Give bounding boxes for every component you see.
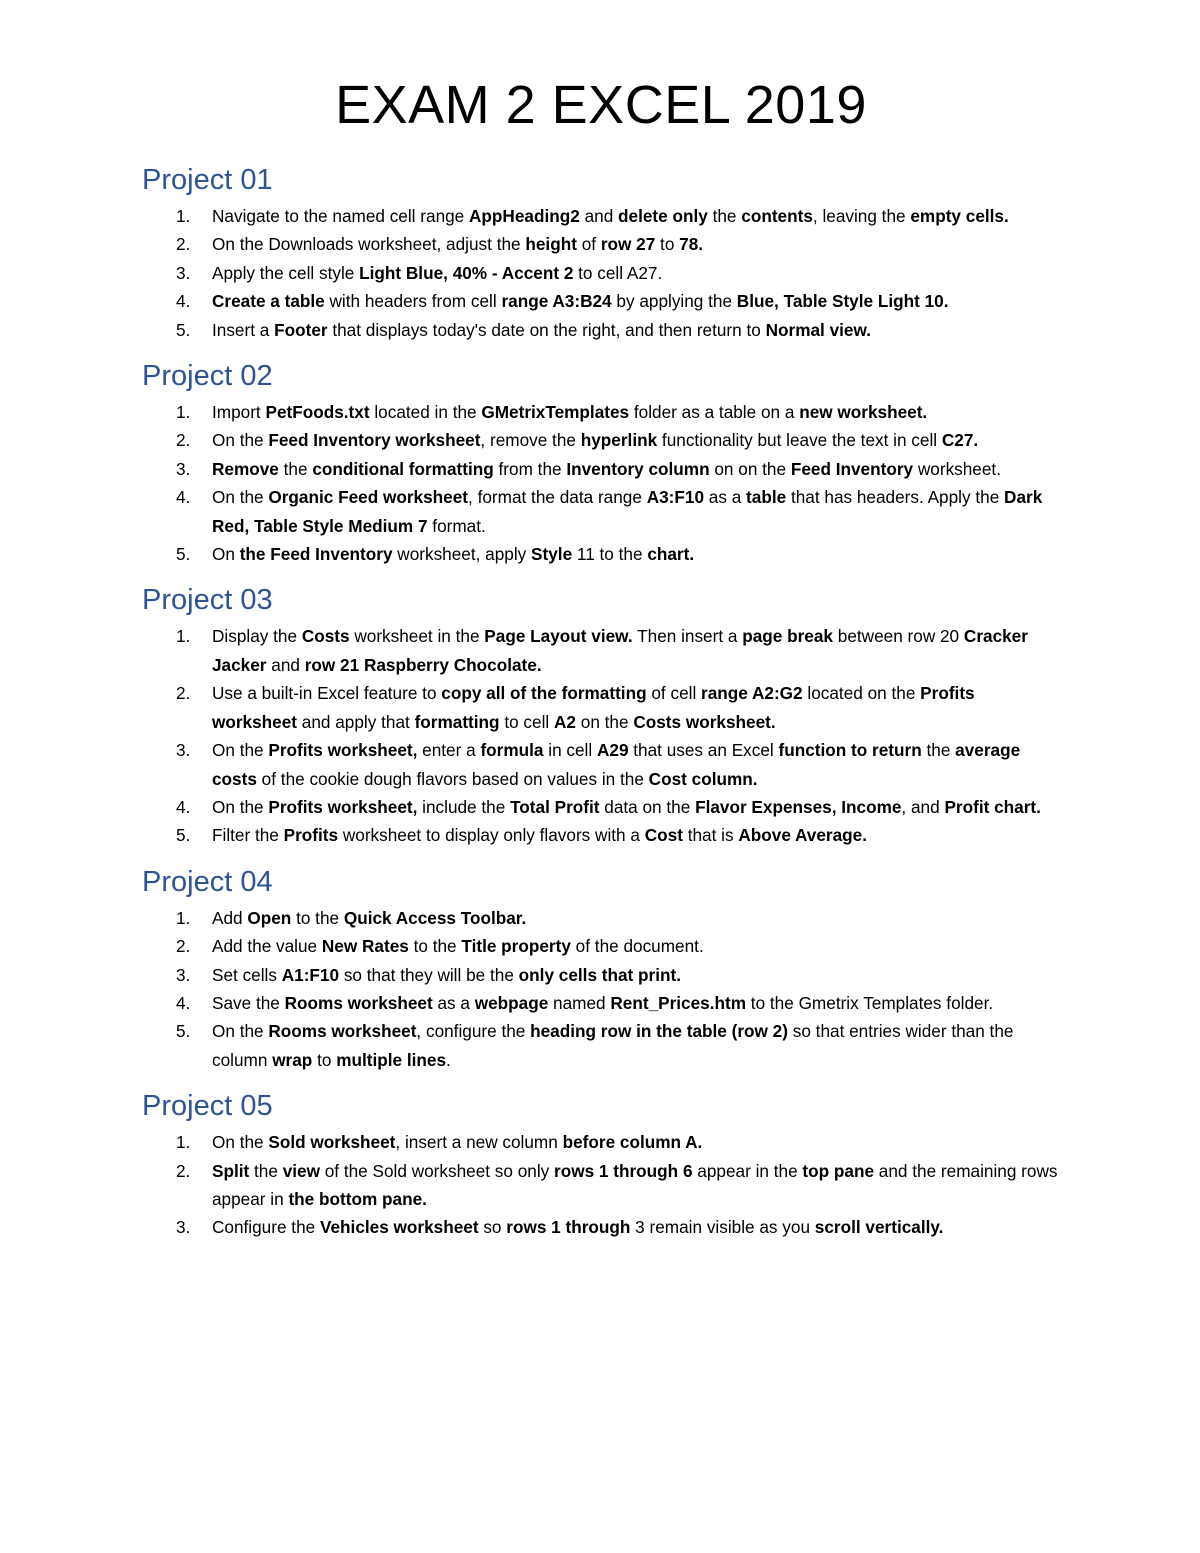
task-text-bold: Blue, Table Style Light 10. bbox=[736, 291, 949, 312]
task-text: of the document. bbox=[570, 936, 704, 957]
project-section bbox=[142, 358, 1060, 568]
task-item bbox=[142, 961, 1060, 989]
task-text-bold: Sold worksheet bbox=[268, 1132, 396, 1153]
task-text-bold: Feed Inventory worksheet bbox=[268, 430, 481, 451]
task-text-bold: GMetrixTemplates bbox=[481, 402, 630, 423]
task-text: of bbox=[576, 234, 601, 255]
task-text: 11 to the bbox=[572, 544, 648, 565]
task-number: 1. bbox=[176, 1132, 191, 1153]
task-text: On the bbox=[212, 430, 269, 451]
task-text-bold: range A2:G2 bbox=[701, 683, 803, 704]
task-item bbox=[142, 540, 1060, 568]
task-text: worksheet. bbox=[913, 458, 1001, 479]
task-text: named bbox=[548, 992, 611, 1013]
task-text-bold: range A3:B24 bbox=[501, 291, 612, 312]
task-text-bold: Title property bbox=[461, 936, 571, 957]
task-number: 4. bbox=[176, 992, 191, 1013]
project-heading: Project 05 bbox=[142, 1090, 273, 1123]
task-text-bold: heading row in the table (row 2) bbox=[530, 1021, 788, 1042]
task-text: to cell A27. bbox=[573, 262, 663, 283]
task-text-bold: A3:F10 bbox=[646, 487, 704, 508]
task-item bbox=[142, 202, 1060, 230]
task-text-bold: height bbox=[525, 234, 577, 255]
task-item bbox=[142, 398, 1060, 426]
task-text-bold: top pane bbox=[802, 1160, 875, 1181]
task-text-bold: Open bbox=[247, 907, 292, 928]
task-text-bold: Profits worksheet bbox=[212, 683, 975, 732]
task-text-bold: Feed Inventory bbox=[790, 458, 914, 479]
task-number: 1. bbox=[176, 626, 191, 647]
task-list bbox=[142, 904, 1060, 1074]
task-text: Display the bbox=[212, 626, 302, 647]
task-text: Navigate to the named cell range bbox=[212, 206, 470, 226]
task-number: 3. bbox=[176, 1217, 191, 1238]
project-section bbox=[142, 864, 1060, 1074]
task-text: On the bbox=[212, 740, 269, 761]
task-text-bold: new worksheet. bbox=[799, 402, 928, 423]
task-text-bold: Inventory column bbox=[566, 458, 710, 479]
task-text: folder as a table on a bbox=[629, 402, 800, 423]
task-text-bold: conditional formatting bbox=[312, 458, 494, 479]
task-text-bold: Costs worksheet. bbox=[633, 711, 776, 732]
task-text: as a bbox=[704, 487, 747, 508]
task-text: the bbox=[278, 458, 313, 479]
task-text: of cell bbox=[646, 683, 702, 704]
task-number: 4. bbox=[176, 796, 191, 817]
task-text: On the Downloads worksheet, adjust the bbox=[212, 234, 526, 255]
task-text: worksheet to display only flavors with a bbox=[338, 825, 645, 846]
task-text: with headers from cell bbox=[324, 291, 502, 312]
task-text: located in the bbox=[369, 402, 482, 423]
project-heading: Project 03 bbox=[142, 584, 273, 617]
task-number: 4. bbox=[176, 487, 191, 508]
task-text: and the remaining rows appear in bbox=[212, 1160, 1058, 1209]
task-text-bold: Split bbox=[212, 1160, 250, 1181]
task-text-bold: formula bbox=[480, 740, 544, 761]
task-text: that is bbox=[682, 825, 739, 846]
task-text: in cell bbox=[543, 740, 597, 761]
task-text: Apply the cell style bbox=[212, 262, 360, 283]
task-text: worksheet in the bbox=[349, 626, 485, 647]
task-text-bold: before column A. bbox=[562, 1132, 703, 1153]
task-number: 1. bbox=[176, 907, 191, 928]
task-text: , insert a new column bbox=[395, 1132, 563, 1153]
task-text-bold: delete only bbox=[618, 206, 708, 226]
task-text-bold: Organic Feed worksheet bbox=[268, 487, 469, 508]
task-text: Import bbox=[212, 402, 266, 423]
task-text-bold: multiple lines bbox=[336, 1049, 447, 1070]
task-text: On the bbox=[212, 1132, 269, 1153]
task-text-bold: hyperlink bbox=[580, 430, 658, 451]
task-text: Insert a bbox=[212, 319, 275, 340]
task-text-bold: Costs bbox=[301, 626, 350, 647]
task-text-bold: Total Profit bbox=[510, 796, 600, 817]
task-text-bold: A29 bbox=[596, 740, 629, 761]
task-text: to cell bbox=[499, 711, 554, 732]
task-text: by applying the bbox=[611, 291, 737, 312]
task-text: that has headers. Apply the bbox=[786, 487, 1005, 508]
task-item bbox=[142, 1157, 1060, 1214]
task-text: of the cookie dough flavors based on values in the bbox=[256, 768, 649, 789]
task-item bbox=[142, 932, 1060, 960]
task-text-bold: Light Blue, 40% - Accent 2 bbox=[359, 262, 574, 283]
task-text-bold: view bbox=[282, 1160, 320, 1181]
task-text-bold: row 21 Raspberry Chocolate. bbox=[304, 654, 542, 675]
task-text: appear in the bbox=[692, 1160, 803, 1181]
task-text: include the bbox=[417, 796, 511, 817]
task-text-bold: Cracker Jacker bbox=[212, 626, 1028, 675]
task-text: , remove the bbox=[480, 430, 581, 451]
task-text-bold: Flavor Expenses, Income bbox=[695, 796, 902, 817]
task-item bbox=[142, 1128, 1060, 1156]
task-text: Save the bbox=[212, 992, 285, 1013]
project-section bbox=[142, 162, 1060, 344]
task-text-bold: A2 bbox=[554, 711, 576, 732]
project-section bbox=[142, 582, 1060, 849]
task-item bbox=[142, 259, 1060, 287]
task-text: on on the bbox=[709, 458, 791, 479]
document-title: EXAM 2 EXCEL 2019 bbox=[335, 75, 867, 135]
task-number: 5. bbox=[176, 319, 191, 340]
task-text-bold: New Rates bbox=[321, 936, 409, 957]
task-text-bold: AppHeading2 bbox=[469, 206, 580, 226]
task-text: of the Sold worksheet so only bbox=[319, 1160, 555, 1181]
task-list bbox=[142, 202, 1060, 344]
task-text-bold: Rooms worksheet bbox=[268, 1021, 417, 1042]
task-text: worksheet, apply bbox=[392, 544, 532, 565]
task-number: 1. bbox=[176, 206, 191, 226]
task-item bbox=[142, 736, 1060, 793]
task-text: and apply that bbox=[297, 711, 415, 732]
task-item bbox=[142, 793, 1060, 821]
task-text: so that entries wider than the column bbox=[212, 1021, 1014, 1070]
task-text-bold: Vehicles worksheet bbox=[319, 1217, 479, 1238]
task-text: , leaving the bbox=[812, 206, 911, 226]
task-text-bold: C27. bbox=[941, 430, 979, 451]
task-text-bold: the Feed Inventory bbox=[239, 544, 393, 565]
task-text: Add bbox=[212, 907, 248, 928]
task-number: 2. bbox=[176, 683, 191, 704]
task-text: to bbox=[655, 234, 680, 255]
task-text-bold: only cells that print. bbox=[518, 964, 682, 985]
task-number: 3. bbox=[176, 964, 191, 985]
task-text-bold: function to return bbox=[778, 740, 922, 761]
task-text: , and bbox=[901, 796, 945, 817]
task-text-bold: Rooms worksheet bbox=[284, 992, 433, 1013]
task-text-bold: Page Layout view. bbox=[484, 626, 633, 647]
task-text: enter a bbox=[417, 740, 481, 761]
task-text-bold: scroll vertically. bbox=[814, 1217, 944, 1238]
task-text: as a bbox=[432, 992, 475, 1013]
task-item bbox=[142, 483, 1060, 540]
task-text: Use a built-in Excel feature to bbox=[212, 683, 442, 704]
task-text-bold: table bbox=[746, 487, 787, 508]
task-text-bold: webpage bbox=[474, 992, 549, 1013]
task-text: that displays today's date on the right, and then return to bbox=[327, 319, 766, 340]
task-text: Then insert a bbox=[632, 626, 743, 647]
task-item bbox=[142, 316, 1060, 344]
task-text-bold: Profits worksheet, bbox=[268, 740, 418, 761]
task-text-bold: 78. bbox=[679, 234, 704, 255]
task-text-bold: Quick Access Toolbar. bbox=[343, 907, 527, 928]
task-text-bold: Normal view. bbox=[765, 319, 871, 340]
task-text: On the bbox=[212, 487, 269, 508]
task-list bbox=[142, 1128, 1060, 1242]
task-text-bold: Rent_Prices.htm bbox=[610, 992, 747, 1013]
task-text: , format the data range bbox=[468, 487, 647, 508]
task-item bbox=[142, 622, 1060, 679]
task-text-bold: Cost column. bbox=[648, 768, 758, 789]
task-item bbox=[142, 904, 1060, 932]
task-text-bold: formatting bbox=[414, 711, 500, 732]
task-text-bold: Profit chart. bbox=[944, 796, 1041, 817]
task-text-bold: Remove bbox=[212, 458, 279, 479]
task-item bbox=[142, 821, 1060, 849]
task-text: between row 20 bbox=[833, 626, 964, 647]
task-item bbox=[142, 989, 1060, 1017]
task-text: On the bbox=[212, 1021, 269, 1042]
task-number: 3. bbox=[176, 262, 191, 283]
task-text: , configure the bbox=[416, 1021, 531, 1042]
task-text: Add the value bbox=[212, 936, 322, 957]
task-text: so bbox=[478, 1217, 507, 1238]
task-text-bold: Profits bbox=[283, 825, 339, 846]
task-text-bold: row 27 bbox=[600, 234, 656, 255]
task-text-bold: wrap bbox=[272, 1049, 313, 1070]
task-text-bold: Cost bbox=[644, 825, 683, 846]
task-text-bold: Create a table bbox=[212, 291, 325, 312]
task-text-bold: contents bbox=[741, 206, 813, 226]
projects-container bbox=[142, 162, 1060, 1242]
task-text: Filter the bbox=[212, 825, 284, 846]
task-text: data on the bbox=[599, 796, 696, 817]
task-number: 2. bbox=[176, 936, 191, 957]
task-text-bold: empty cells. bbox=[910, 206, 1009, 226]
task-text: the bbox=[921, 740, 956, 761]
task-number: 4. bbox=[176, 291, 191, 312]
task-item bbox=[142, 1213, 1060, 1241]
task-text: to bbox=[312, 1049, 337, 1070]
task-text-bold: chart. bbox=[647, 544, 695, 565]
task-text: that uses an Excel bbox=[628, 740, 779, 761]
project-section bbox=[142, 1088, 1060, 1242]
task-item bbox=[142, 455, 1060, 483]
project-heading: Project 01 bbox=[142, 164, 273, 196]
task-text: Configure the bbox=[212, 1217, 320, 1238]
task-text: format. bbox=[427, 515, 486, 536]
task-list bbox=[142, 622, 1060, 849]
task-item bbox=[142, 426, 1060, 454]
task-item bbox=[142, 679, 1060, 736]
task-text: the bbox=[249, 1160, 283, 1181]
task-number: 5. bbox=[176, 544, 191, 565]
task-number: 2. bbox=[176, 430, 191, 451]
task-text: On the bbox=[212, 796, 269, 817]
project-heading: Project 02 bbox=[142, 360, 273, 393]
task-list bbox=[142, 398, 1060, 568]
task-text: so that they will be the bbox=[339, 964, 519, 985]
task-item bbox=[142, 1017, 1060, 1074]
task-text: Set cells bbox=[212, 964, 282, 985]
task-text-bold: A1:F10 bbox=[281, 964, 340, 985]
task-item bbox=[142, 287, 1060, 315]
task-text-bold: rows 1 through bbox=[506, 1217, 631, 1238]
task-number: 2. bbox=[176, 1160, 191, 1181]
project-heading: Project 04 bbox=[142, 865, 273, 898]
task-item bbox=[142, 230, 1060, 258]
task-text-bold: Profits worksheet, bbox=[268, 796, 418, 817]
task-text: functionality but leave the text in cell bbox=[657, 430, 942, 451]
task-number: 5. bbox=[176, 1021, 191, 1042]
task-text-bold: Dark Red, Table Style Medium 7 bbox=[212, 487, 1043, 536]
task-text: On bbox=[212, 544, 240, 565]
task-text-bold: rows 1 through 6 bbox=[554, 1160, 693, 1181]
task-text: to the bbox=[408, 936, 462, 957]
task-text-bold: Above Average. bbox=[738, 825, 867, 846]
task-number: 5. bbox=[176, 825, 191, 846]
task-number: 1. bbox=[176, 402, 191, 423]
task-text-bold: Footer bbox=[274, 319, 328, 340]
task-text: 3 remain visible as you bbox=[630, 1217, 815, 1238]
task-text-bold: PetFoods.txt bbox=[265, 402, 370, 423]
task-text-bold: page break bbox=[742, 626, 833, 647]
task-text: to the Gmetrix Templates folder. bbox=[746, 992, 994, 1013]
task-text-bold: copy all of the formatting bbox=[441, 683, 647, 704]
task-text: from the bbox=[493, 458, 567, 479]
task-text: . bbox=[446, 1049, 451, 1070]
task-text: on the bbox=[575, 711, 634, 732]
task-number: 3. bbox=[176, 740, 191, 761]
task-text: located on the bbox=[802, 683, 921, 704]
task-text: and bbox=[579, 206, 619, 226]
task-text: the bbox=[707, 206, 742, 226]
task-text: and bbox=[266, 654, 305, 675]
task-number: 3. bbox=[176, 458, 191, 479]
task-text: to the bbox=[291, 907, 344, 928]
task-number: 2. bbox=[176, 234, 191, 255]
task-text-bold: Style bbox=[531, 544, 573, 565]
task-text-bold: the bottom pane. bbox=[288, 1188, 427, 1209]
task-text-bold: average costs bbox=[212, 740, 1021, 789]
